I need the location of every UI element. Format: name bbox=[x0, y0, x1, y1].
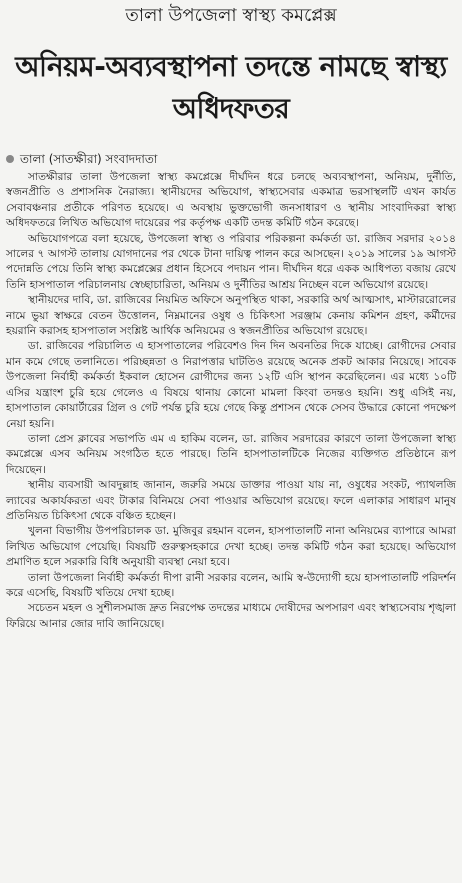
paragraph: তালা প্রেস ক্লাবের সভাপতি এম এ হাকিম বলেন, ডা. রাজিব সরদারের কারণে তালা উপজেলা স্বাস্থ্য কমপ্লেক্সে এসব অনিয়ম সংগঠিত হতে পারছে। তিনি হাসপাতালটিকে নিজের ব্যক্তিগত প্রতিষ্ঠানে রূপ দিয়েছেন। bbox=[6, 432, 456, 476]
paragraph: সাতক্ষীরার তালা উপজেলা স্বাস্থ্য কমপ্লেক্সে দীর্ঘদিন ধরে চলছে অব্যবস্থাপনা, অনিয়ম, দুর্নীতি, স্বজনপ্রীতি ও প্রশাসনিক নৈরাজ্য। স্থানীয়দের অভিযোগ, স্বাস্থ্যসেবার একমাত্র ভরসাস্থলটি এখন কার্যত সেবাবঞ্চনার প্রতীকে পরিণত হয়েছে। এ অবস্থায় ভুক্তভোগী জনসাধারণ ও স্থানীয় সাংবাদিকরা স্বাস্থ্য অধিদফতরে লিখিত অভিযোগ দায়েরের পর কর্তৃপক্ষ একটি তদন্ত কমিটি গঠন করেছে। bbox=[6, 171, 456, 230]
paragraph: ডা. রাজিবের পরিচালিত এ হাসপাতালের পরিবেশও দিন দিন অবনতির দিকে যাচ্ছে। রোগীদের সেবার মান কমে গেছে তলানিতে। পরিচ্ছন্নতা ও নিরাপত্তার ঘাটতিও রয়েছে অনেক প্রকট আকার নিয়েছে। সাবেক উপজেলা নির্বাহী কর্মকর্তা ইকবাল হোসেন রোগীদের জন্য ১২টি এসি স্থাপন করেছিলেন। এর মধ্যে ১০টি এসির যন্ত্রাংশ চুরি হয়ে গেলেও এ বিষয়ে থানায় কোনো মামলা কিংবা তদন্তও হয়নি। শুধু এসিই নয়, হাসপাতাল কোয়ার্টারের গ্রিল ও গেট পর্যন্ত চুরি হয়ে গেছে কিন্তু প্রশাসন থেকে সেসব উদ্ধারে কোনো পদক্ষেপ নেয়া হয়নি। bbox=[6, 340, 456, 430]
article-body bbox=[6, 170, 456, 632]
paragraph: স্থানীয়দের দাবি, ডা. রাজিবের নিয়মিত অফিসে অনুপস্থিত থাকা, সরকারি অর্থ আত্মসাৎ, মাস্টাররোলের নামে ভুয়া স্বাক্ষরে বেতন উত্তোলন, নিম্নমানের ওষুধ ও চিকিৎসা সরঞ্জাম কেনায় কমিশন গ্রহণ, কর্মীদের হয়রানি করাসহ হাসপাতাল সংশ্লিষ্ট আর্থিক অনিয়মের ও স্বজনপ্রীতির অভিযোগ রয়েছে। bbox=[6, 294, 456, 338]
article-kicker: তালা উপজেলা স্বাস্থ্য কমপ্লেক্স bbox=[125, 5, 337, 26]
paragraph: স্থানীয় ব্যবসায়ী আবদুল্লাহ জানান, জরুরি সময়ে ডাক্তার পাওয়া যায় না, ওষুধের সংকট, প্যাথলজি ল্যাবের অকার্যকরতা এবং টাকার বিনিময়ে সেবা পাওয়ার অভিযোগ রয়েছে। ফলে এলাকার সাধারণ মানুষ প্রতিনিয়ত চিকিৎসা থেকে বঞ্চিত হচ্ছেন। bbox=[6, 479, 456, 522]
article-headline: অনিয়ম-অব্যবস্থাপনা তদন্তে নামছে স্বাস্থ্য অধিদফতর bbox=[15, 50, 447, 125]
paragraph: সচেতন মহল ও সুশীলসমাজ দ্রুত নিরপেক্ষ তদন্তের মাধ্যমে দোষীদের অপসারণ এবং স্বাস্থ্যসেবায় শৃঙ্খলা ফিরিয়ে আনার জোর দাবি জানিয়েছে। bbox=[6, 602, 456, 630]
paragraph: অভিযোগপত্রে বলা হয়েছে, উপজেলা স্বাস্থ্য ও পরিবার পরিকল্পনা কর্মকর্তা ডা. রাজিব সরদার ২০১৪ সালের ৭ আগস্ট তালায় যোগদানের পর থেকে টানা দায়িত্ব পালন করে আসছেন। ২০১৯ সালের ১৯ আগস্ট পদোন্নতি পেয়ে তিনি স্বাস্থ্য কমপ্লেক্সের প্রধান হিসেবে পদায়ন পান। দীর্ঘদিন ধরে একক আধিপত্য বজায় রেখে তিনি হাসপাতাল পরিচালনায় স্বেচ্ছাচারিতা, অনিয়ম ও দুর্নীতির আশ্রয় নিচ্ছেন বলে অভিযোগ রয়েছে। bbox=[6, 232, 456, 291]
byline-text: তালা (সাতক্ষীরা) সংবাদদাতা bbox=[20, 152, 158, 166]
bullet-icon bbox=[6, 155, 14, 163]
article-byline bbox=[6, 151, 157, 167]
paragraph: খুলনা বিভাগীয় উপপরিচালক ডা. মুজিবুর রহমান বলেন, হাসপাতালটি নানা অনিয়মের ব্যাপারে আমরা লিখিত অভিযোগ পেয়েছি। বিষয়টি গুরুত্বসহকারে দেখা হচ্ছে। তদন্ত কমিটি গঠন করা হয়েছে। অভিযোগ প্রমাণিত হলে সরকারি বিধি অনুযায়ী ব্যবস্থা নেয়া হবে। bbox=[6, 525, 456, 569]
paragraph: তালা উপজেলা নির্বাহী কর্মকর্তা দীপা রানী সরকার বলেন, আমি স্ব-উদ্যোগী হয়ে হাসপাতালটি পরিদর্শন করে এসেছি, বিষয়টি খতিয়ে দেখা হচ্ছে। bbox=[6, 571, 456, 599]
